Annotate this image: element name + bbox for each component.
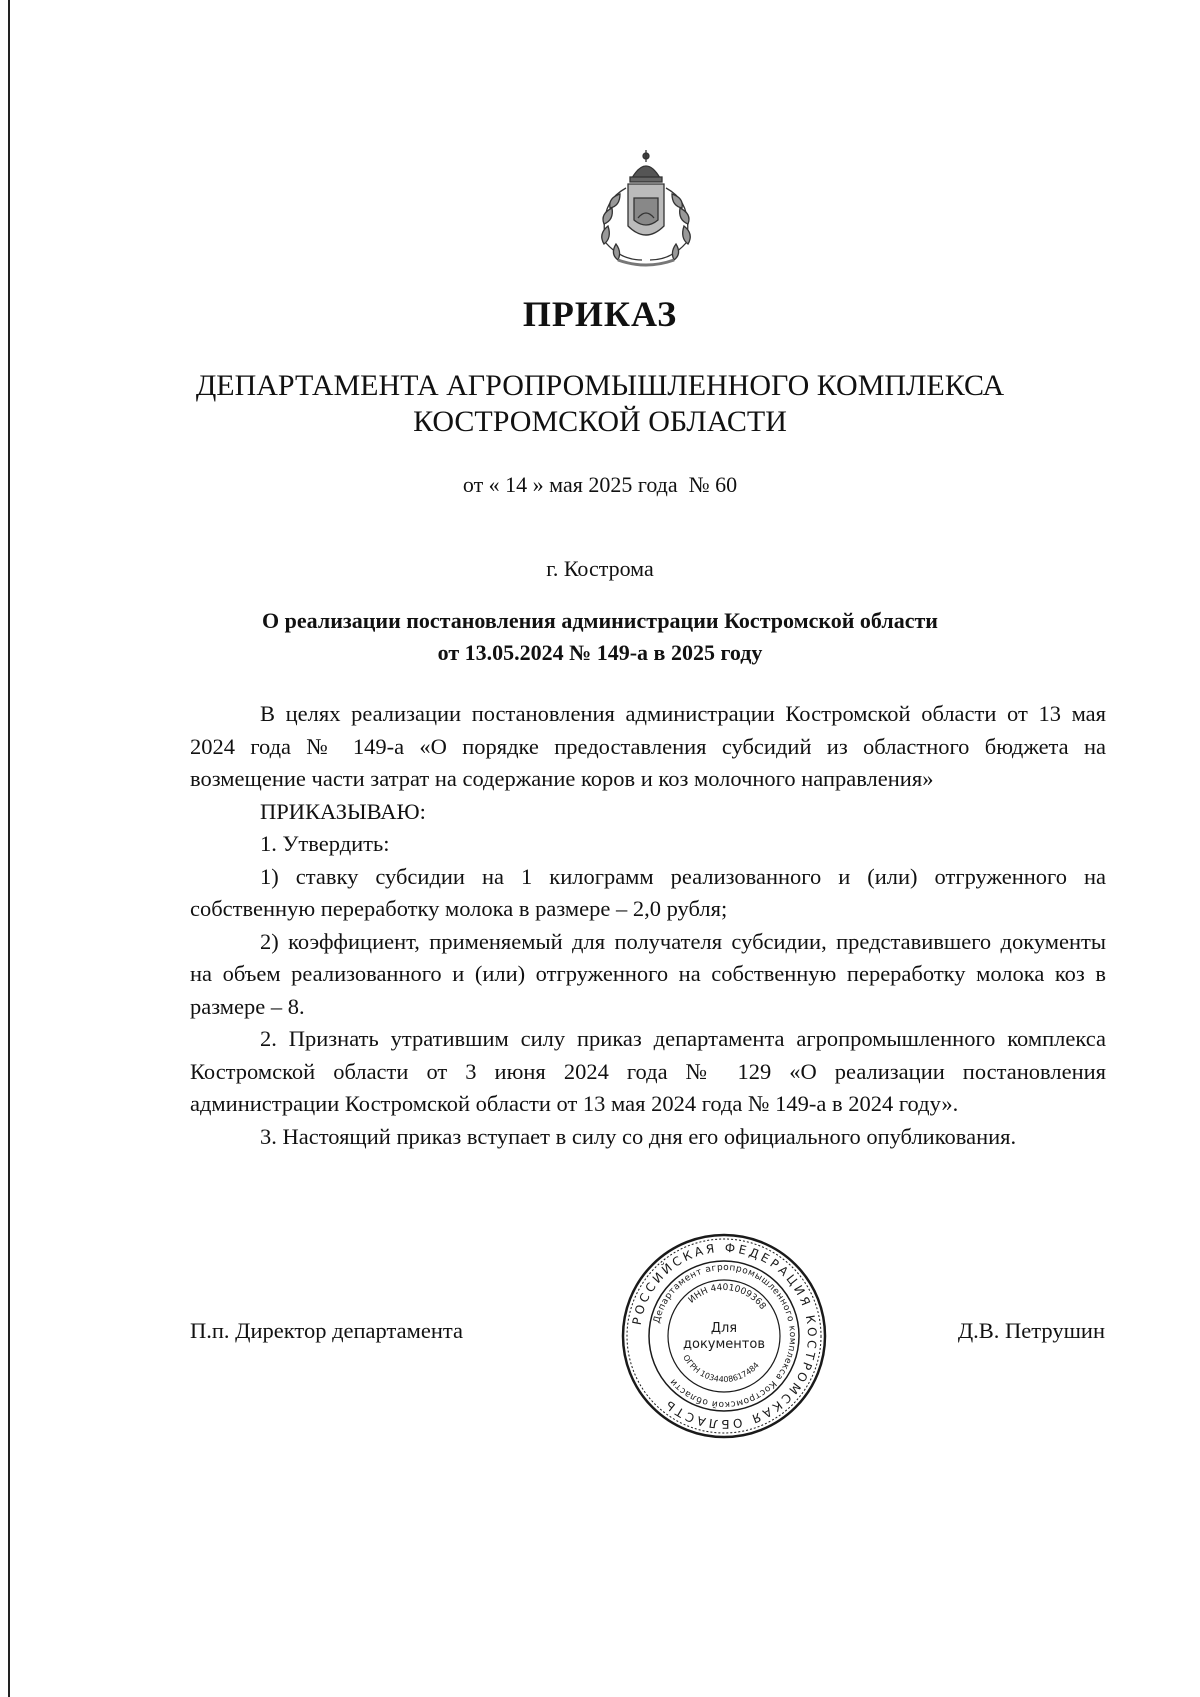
signature-name: Д.В. Петрушин bbox=[957, 1318, 1105, 1343]
order-date-number: от « 14 » мая 2025 года № 60 bbox=[462, 472, 738, 497]
signature-position: П.п. Директор департамента bbox=[190, 1318, 463, 1343]
official-stamp bbox=[620, 1232, 828, 1440]
stamp-center-line-1: Для bbox=[710, 1321, 738, 1336]
stamp-inn: ИНН 4401009368 bbox=[686, 1282, 768, 1312]
document-title: ПРИКАЗ bbox=[522, 294, 678, 334]
stamp-inner-text: Департамент агропромышленного комплекса Костромской области bbox=[652, 1262, 798, 1410]
stamp-ogrn: ОГРН 1034408617484 bbox=[681, 1353, 761, 1385]
department-line-2: КОСТРОМСКОЙ ОБЛАСТИ bbox=[413, 405, 787, 438]
item-1-1: 1) ставку субсидии на 1 килограмм реализованного и (или) отгруженного на собственную переработку молока в размере – 2,0 рубля; bbox=[190, 863, 1106, 921]
coat-of-arms-icon bbox=[576, 148, 716, 273]
order-subject bbox=[150, 605, 1050, 669]
department-line-1: ДЕПАРТАМЕНТА АГРОПРОМЫШЛЕННОГО КОМПЛЕКСА bbox=[195, 369, 1005, 402]
preamble-paragraph: В целях реализации постановления администрации Костромской области от 13 мая 2024 года № 149-а «О порядке предоставления субсидий из областного бюджета на возмещение части затрат на содержание коров и коз молочного направления» bbox=[190, 701, 1106, 791]
subject-line-2: от 13.05.2024 № 149-а в 2025 году bbox=[437, 640, 763, 665]
department-name bbox=[150, 368, 1050, 440]
item-1: 1. Утвердить: bbox=[260, 831, 390, 856]
order-body bbox=[190, 698, 1106, 1153]
svg-text:ИНН 4401009368 bbox=[687, 1283, 768, 1312]
scan-edge-line bbox=[8, 0, 10, 1697]
stamp-outer-text: РОССИЙСКАЯ ФЕДЕРАЦИЯ КОСТРОМСКАЯ ОБЛАСТЬ bbox=[629, 1240, 820, 1432]
subject-line-1: О реализации постановления администрации Костромской области bbox=[262, 608, 938, 633]
city: г. Кострома bbox=[546, 556, 654, 581]
item-3: 3. Настоящий приказ вступает в силу со дня его официального опубликования. bbox=[260, 1123, 1017, 1149]
item-2: 2. Признать утратившим силу приказ департамента агропромышленного комплекса Костромской области от 3 июня 2024 года № 129 «О реализации постановления администрации Костромской области от 13 мая 2024 года № 149-а в 2024 году». bbox=[190, 1026, 1106, 1116]
svg-text:ОГРН 1034408617484 bbox=[681, 1353, 761, 1384]
item-1-2: 2) коэффициент, применяемый для получателя субсидии, представившего документы на объем реализованного и (или) отгруженного на собственную переработку молока коз в размере – 8. bbox=[190, 928, 1106, 1019]
stamp-center-line-2: документов bbox=[683, 1337, 765, 1352]
order-word: ПРИКАЗЫВАЮ: bbox=[260, 798, 426, 824]
